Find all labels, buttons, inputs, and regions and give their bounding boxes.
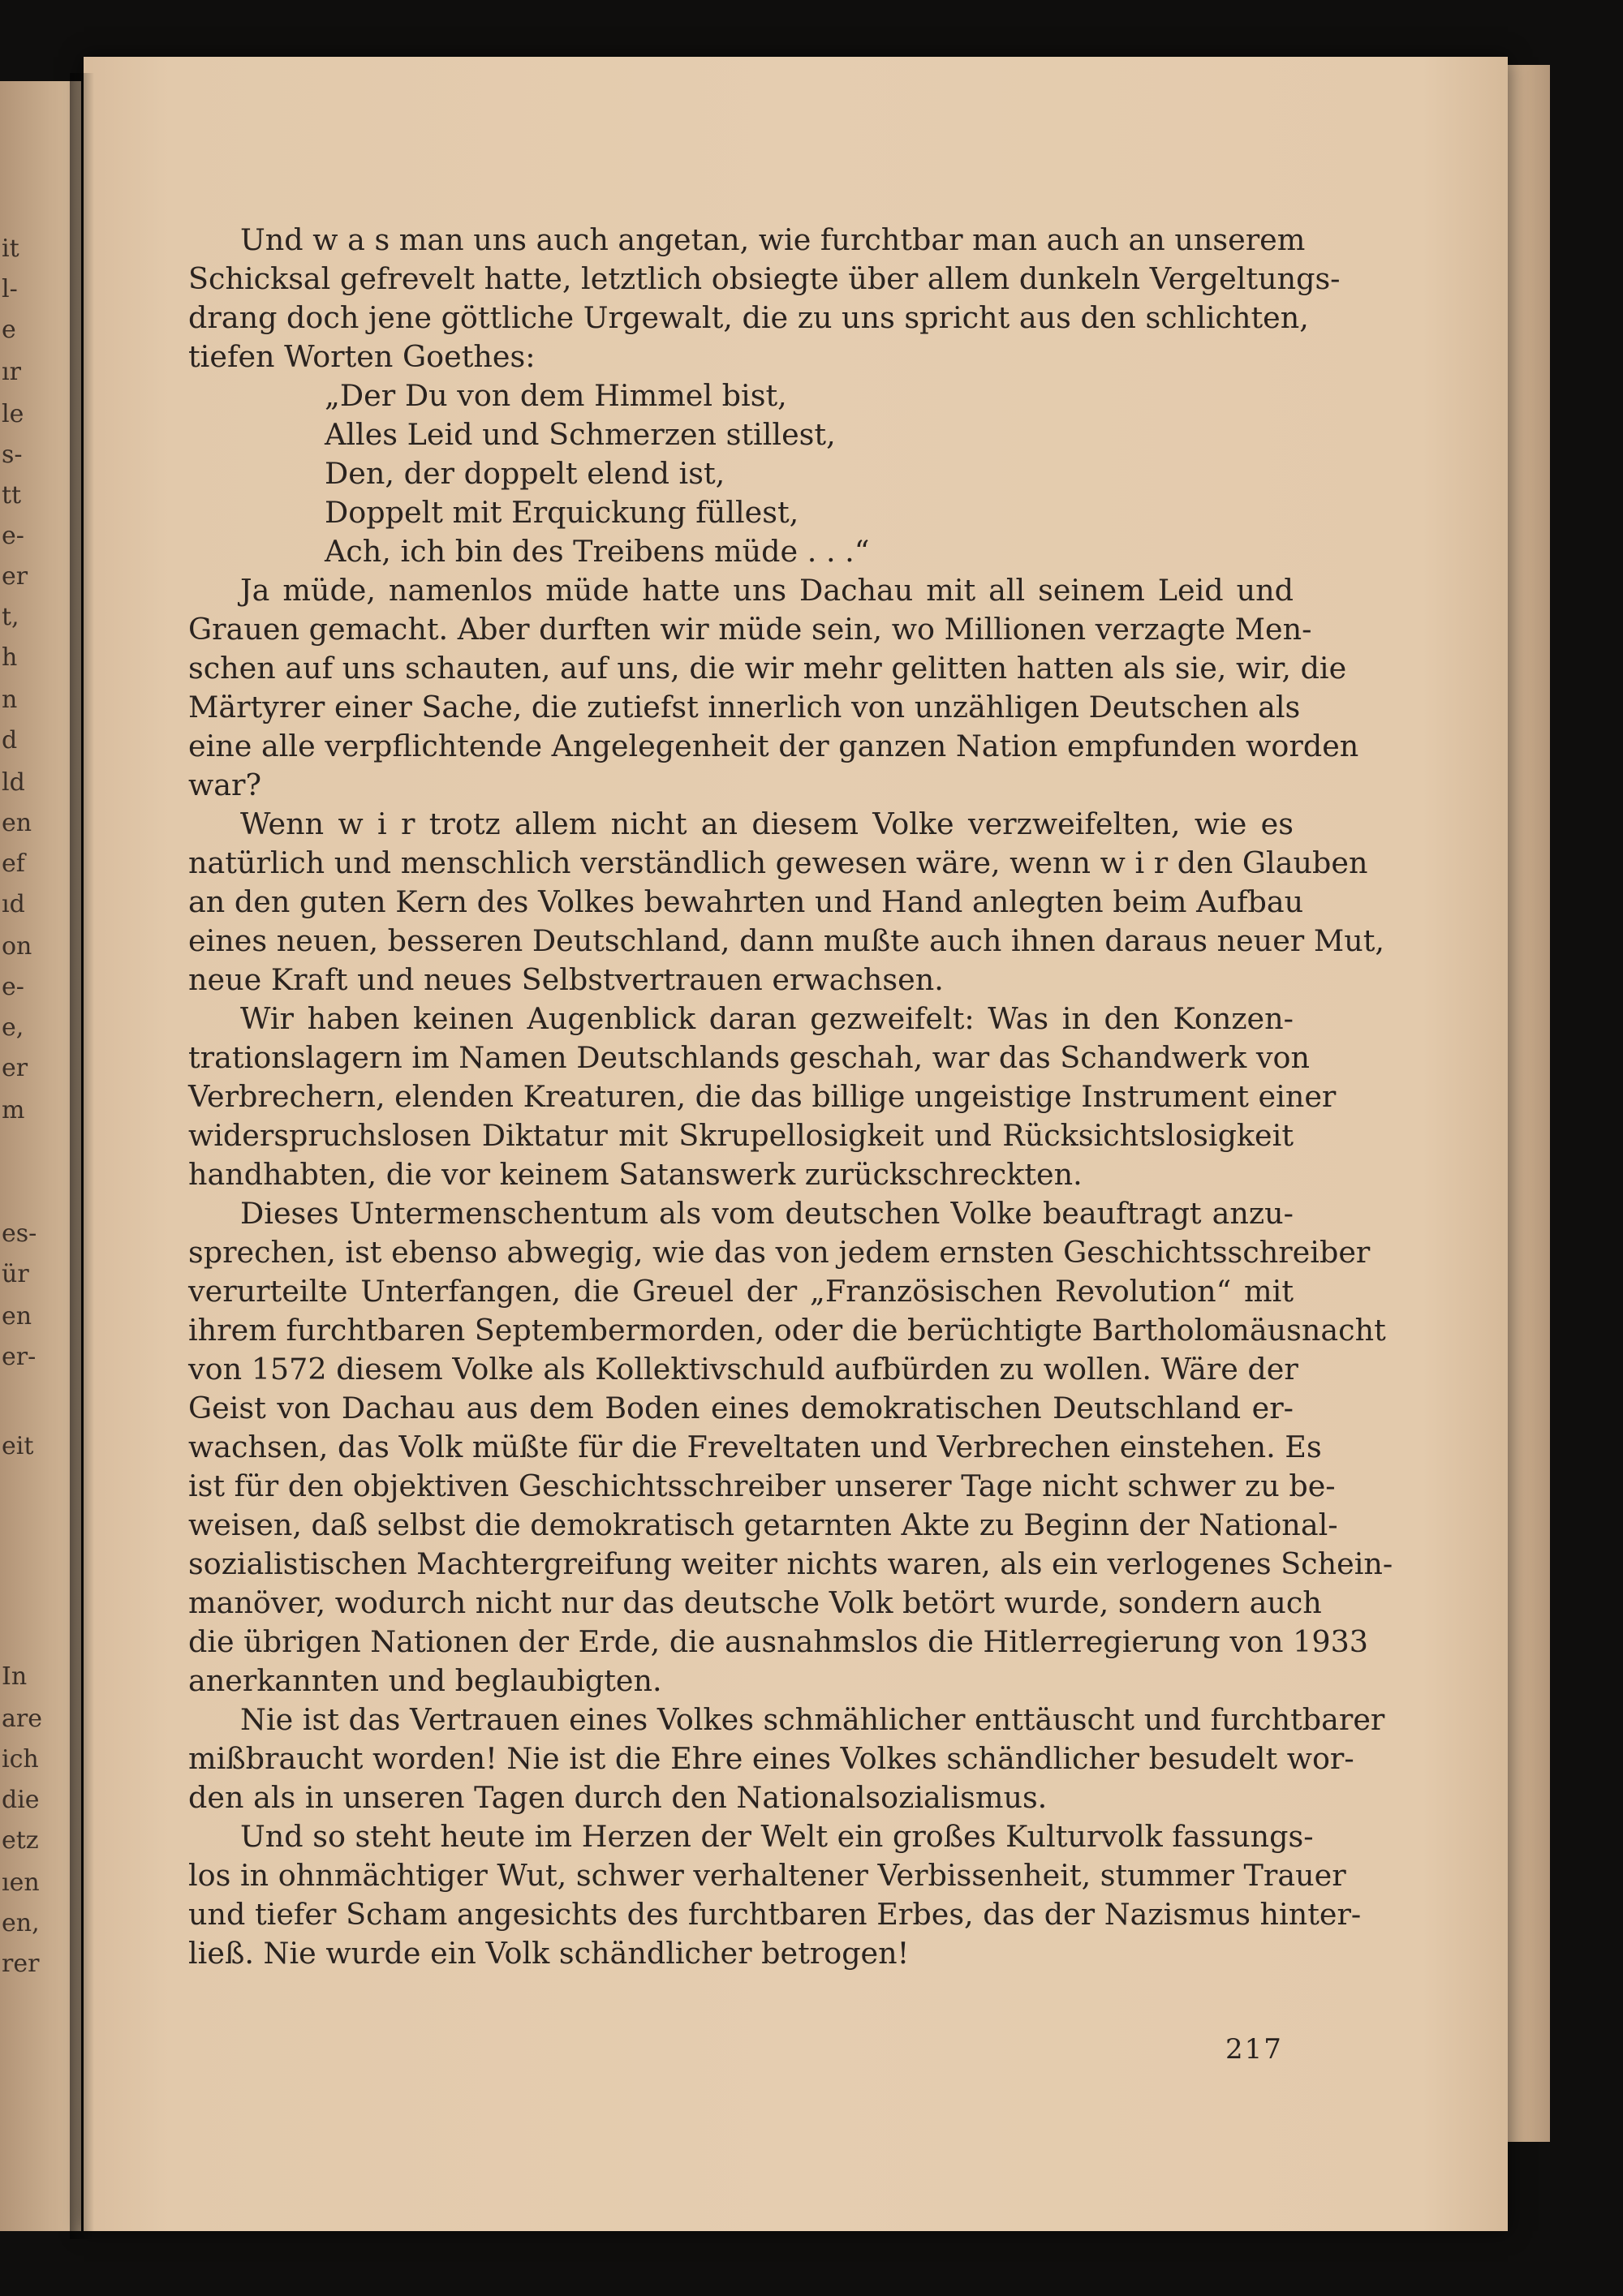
text-line: manöver, wodurch nicht nur das deutsche Volk betört wurde, sondern auch [188, 1585, 1322, 1620]
verse-line: „Der Du von dem Himmel bist, [325, 378, 787, 413]
left-page-fragment: ır [2, 358, 21, 386]
page-number: 217 [1225, 2033, 1283, 2066]
left-page-fragment: rer [2, 1950, 40, 1978]
verse-line: Doppelt mit Erquickung füllest, [325, 495, 799, 530]
text-line: sozialistischen Machtergreifung weiter nichts waren, als ein verlogenes Schein- [188, 1546, 1393, 1581]
text-line: an den guten Kern des Volkes bewahrten und Hand anlegten beim Aufbau [188, 884, 1304, 919]
left-page-fragment: ıd [2, 890, 25, 918]
left-page-fragment: eit [2, 1432, 34, 1460]
text-line: Dieses Untermenschentum als vom deutschen Volke beauftragt anzu- [240, 1196, 1294, 1231]
text-line: Märtyrer einer Sache, die zutiefst innerlich von unzähligen Deutschen als [188, 690, 1301, 724]
text-line: ist für den objektiven Geschichtsschreiber unserer Tage nicht schwer zu be- [188, 1468, 1336, 1503]
left-page-fragment: le [2, 400, 24, 428]
page-stack-edge [1501, 65, 1550, 2142]
left-page-fragment: l- [2, 275, 18, 303]
left-page-fragment: are [2, 1705, 42, 1733]
left-page-edge [0, 81, 81, 2231]
text-line: sprechen, ist ebenso abwegig, wie das von jedem ernsten Geschichtsschreiber [188, 1235, 1371, 1270]
left-page-fragment: ich [2, 1745, 39, 1774]
text-line: neue Kraft und neues Selbstvertrauen erwachsen. [188, 962, 944, 997]
left-page-fragment: t, [2, 603, 19, 631]
page-body [188, 221, 1393, 1973]
left-page-fragment: er [2, 1054, 28, 1082]
left-page-fragment: h [2, 643, 18, 672]
text-line: Verbrechern, elenden Kreaturen, die das billige ungeistige Instrument einer [188, 1079, 1337, 1114]
text-line: verurteilte Unterfangen, die Greuel der „Französischen Revolution“ mit [188, 1274, 1294, 1309]
left-page-fragment: ef [2, 849, 25, 878]
left-page-fragment: d [2, 726, 18, 755]
left-page-fragment: ld [2, 768, 25, 797]
text-line: Grauen gemacht. Aber durften wir müde sein, wo Millionen verzagte Men- [188, 612, 1312, 647]
verse-line: Ach, ich bin des Treibens müde . . .“ [325, 534, 870, 569]
text-line: die übrigen Nationen der Erde, die ausnahmslos die Hitlerregierung von 1933 [188, 1624, 1369, 1659]
text-line: Ja müde, namenlos müde hatte uns Dachau mit all seinem Leid und [240, 573, 1294, 608]
left-page-fragment: er- [2, 1343, 37, 1371]
left-page-fragment: e- [2, 522, 24, 550]
left-page-fragment: m [2, 1096, 25, 1124]
left-page-fragment: it [2, 234, 19, 263]
text-line: Und so steht heute im Herzen der Welt ein großes Kulturvolk fassungs- [240, 1819, 1314, 1854]
left-page-fragment: en, [2, 1909, 40, 1937]
text-line: Nie ist das Vertrauen eines Volkes schmählicher enttäuscht und furchtbarer [240, 1702, 1385, 1737]
left-page-fragment: e, [2, 1013, 24, 1042]
text-line: natürlich und menschlich verständlich gewesen wäre, wenn w i r den Glauben [188, 845, 1368, 880]
text-line: los in ohnmächtiger Wut, schwer verhaltener Verbissenheit, stummer Trauer [188, 1858, 1346, 1893]
text-line: widerspruchslosen Diktatur mit Skrupellosigkeit und Rücksichtslosigkeit [188, 1118, 1294, 1153]
left-page-fragment: on [2, 932, 32, 961]
text-line: eines neuen, besseren Deutschland, dann mußte auch ihnen daraus neuer Mut, [188, 923, 1384, 958]
left-page-fragment: ür [2, 1260, 29, 1288]
left-page-fragment: es- [2, 1219, 37, 1248]
verse-line: Den, der doppelt elend ist, [325, 456, 725, 491]
text-line: anerkannten und beglaubigten. [188, 1663, 662, 1698]
left-page-fragment: en [2, 809, 32, 837]
left-page-fragment: en [2, 1302, 32, 1331]
text-line: schen auf uns schauten, auf uns, die wir mehr gelitten hatten als sie, wir, die [188, 651, 1347, 686]
left-page-fragment: In [2, 1662, 28, 1691]
text-line: eine alle verpflichtende Angelegenheit der ganzen Nation empfunden worden [188, 729, 1359, 763]
text-line: Und w a s man uns auch angetan, wie furchtbar man auch an unserem [240, 222, 1306, 257]
text-line: trationslagern im Namen Deutschlands geschah, war das Schandwerk von [188, 1040, 1310, 1075]
text-line: Wir haben keinen Augenblick daran gezweifelt: Was in den Konzen- [240, 1001, 1294, 1036]
left-page-fragment: etz [2, 1826, 39, 1855]
text-line: war? [188, 767, 262, 802]
left-page-fragment: e- [2, 973, 24, 1001]
gutter-shadow [70, 73, 94, 2239]
text-line: ließ. Nie wurde ein Volk schändlicher betrogen! [188, 1936, 910, 1971]
left-page-fragment: e [2, 316, 16, 344]
text-line: drang doch jene göttliche Urgewalt, die zu uns spricht aus den schlichten, [188, 300, 1309, 335]
left-page-fragment: tt [2, 481, 22, 510]
left-page-fragment: n [2, 686, 18, 714]
text-line: und tiefer Scham angesichts des furchtbaren Erbes, das der Nazismus hinter- [188, 1897, 1362, 1932]
left-page-fragment: s- [2, 441, 23, 469]
text-line: ihrem furchtbaren Septembermorden, oder die berüchtigte Bartholomäusnacht [188, 1313, 1386, 1348]
text-line: wachsen, das Volk müßte für die Freveltaten und Verbrechen einstehen. Es [188, 1430, 1322, 1464]
text-line: von 1572 diesem Volke als Kollektivschuld aufbürden zu wollen. Wäre der [188, 1352, 1298, 1387]
text-line: handhabten, die vor keinem Satanswerk zurückschreckten. [188, 1157, 1083, 1192]
left-page-fragment: die [2, 1786, 40, 1814]
text-line: mißbraucht worden! Nie ist die Ehre eines Volkes schändlicher besudelt wor- [188, 1741, 1354, 1776]
left-page-fragment: ıen [2, 1868, 40, 1897]
left-page-fragment: er [2, 562, 28, 591]
text-line: Schicksal gefrevelt hatte, letztlich obsiegte über allem dunkeln Vergeltungs- [188, 261, 1341, 296]
text-line: Wenn w i r trotz allem nicht an diesem Volke verzweifelten, wie es [240, 806, 1294, 841]
text-line: tiefen Worten Goethes: [188, 339, 536, 374]
verse-line: Alles Leid und Schmerzen stillest, [325, 417, 836, 452]
text-line: Geist von Dachau aus dem Boden eines demokratischen Deutschland er- [188, 1391, 1294, 1425]
text-line: den als in unseren Tagen durch den Nationalsozialismus. [188, 1780, 1048, 1815]
text-line: weisen, daß selbst die demokratisch getarnten Akte zu Beginn der National- [188, 1507, 1338, 1542]
